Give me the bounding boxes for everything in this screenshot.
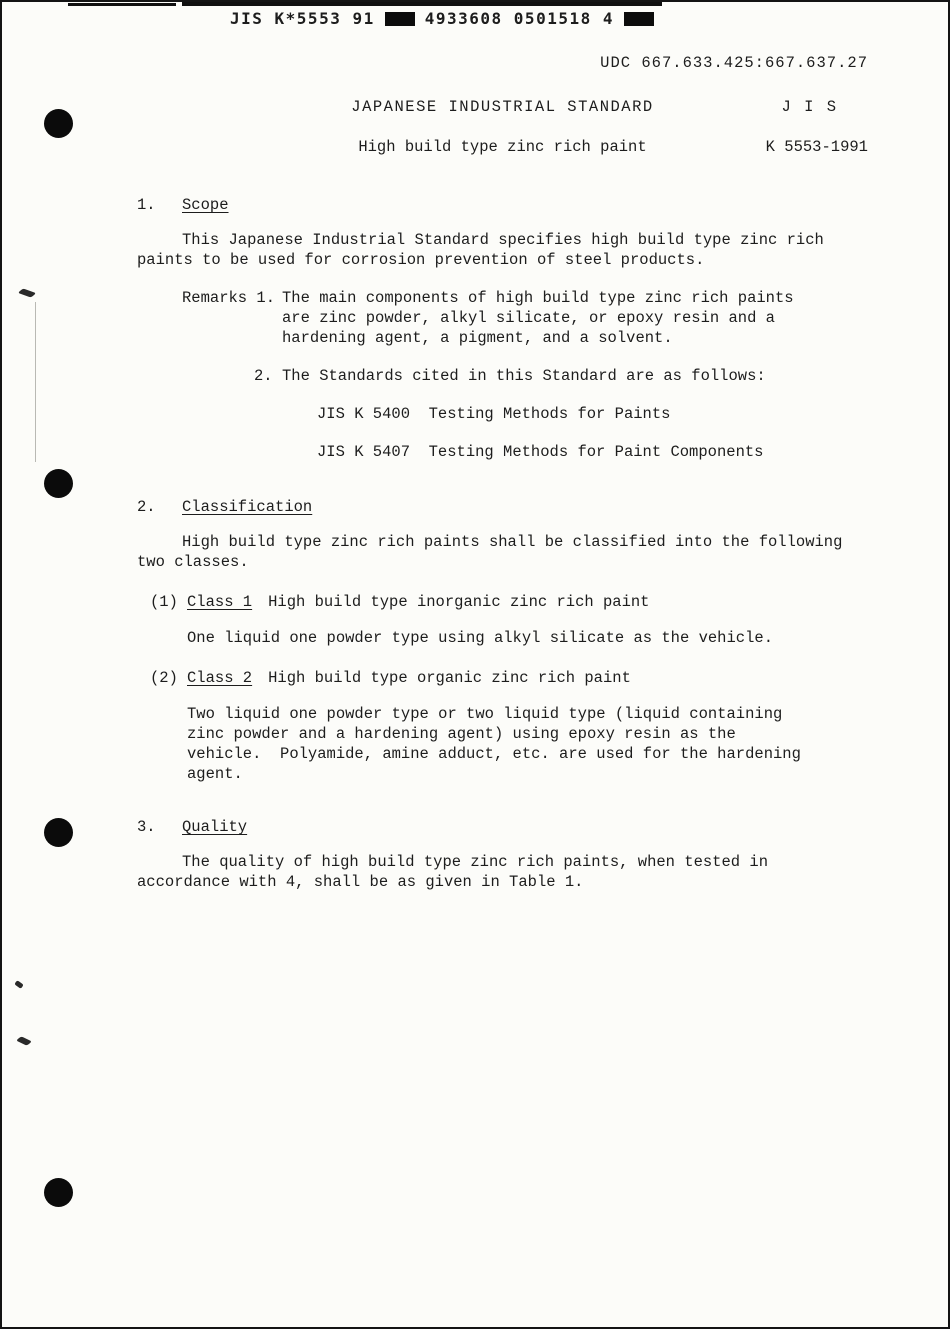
document-content <box>2 2 948 892</box>
barcode-block-icon <box>385 12 415 26</box>
punch-hole <box>44 109 73 138</box>
scan-edge-bar <box>182 2 662 6</box>
cited-standard-2: JIS K 5407 Testing Methods for Paint Components <box>317 443 764 461</box>
section-1-heading <box>137 196 868 214</box>
quality-paragraph: The quality of high build type zinc rich paints, when tested in accordance with 4, shall be as given in Table 1. <box>137 853 778 891</box>
section-3-heading <box>137 818 868 836</box>
class-2-title: High build type organic zinc rich paint <box>268 669 631 687</box>
jis-label: J I S <box>781 98 838 116</box>
punch-hole <box>44 818 73 847</box>
class-2-description: Two liquid one powder type or two liquid type (liquid containing zinc powder and a hardening agent) using epoxy resin as the vehicle. Polyamide, amine adduct, etc. are used for the hardening agent. <box>187 705 811 783</box>
punch-hole <box>44 1178 73 1207</box>
section-3-title: Quality <box>182 818 248 836</box>
barcode-block-icon <box>624 12 654 26</box>
pen-mark <box>14 980 23 989</box>
scan-edge-bar-left <box>68 3 176 6</box>
microfiche-code-part2: 4933608 0501518 4 <box>424 9 614 28</box>
section-2-heading <box>137 498 868 516</box>
pen-mark <box>16 1036 32 1045</box>
section-1-number: 1. <box>137 196 156 214</box>
microfiche-code-part1: JIS K*5553 91 <box>230 9 375 28</box>
punch-hole <box>44 469 73 498</box>
classification-paragraph: High build type zinc rich paints shall be classified into the following two classes. <box>137 533 852 571</box>
section-2-title: Classification <box>182 498 313 516</box>
class-1-label: Class 1 <box>187 593 253 611</box>
udc-number: UDC 667.633.425:667.637.27 <box>600 54 868 72</box>
remark-2-text: The Standards cited in this Standard are as follows: <box>282 367 766 385</box>
document-title: JAPANESE INDUSTRIAL STANDARD <box>351 98 654 116</box>
remark-2-number: 2. <box>254 367 273 385</box>
scope-paragraph: This Japanese Industrial Standard specifies high build type zinc rich paints to be used for corrosion prevention of steel products. <box>137 231 834 269</box>
class-1-title: High build type inorganic zinc rich paint <box>268 593 650 611</box>
remarks-block <box>137 288 868 348</box>
section-3-number: 3. <box>137 818 156 836</box>
title-row <box>137 98 868 118</box>
class-1-number: (1) <box>150 593 178 611</box>
section-1-title: Scope <box>182 196 229 214</box>
scan-artifact-line <box>35 302 36 462</box>
document-subtitle: High build type zinc rich paint <box>358 138 647 156</box>
section-2-number: 2. <box>137 498 156 516</box>
class-2-label: Class 2 <box>187 669 253 687</box>
remark-2-block <box>137 366 868 386</box>
class-2-row <box>137 668 868 688</box>
remark-1-text: The main components of high build type zinc rich paints are zinc powder, alkyl silicate, or epoxy resin and a hardening agent, a pigment, and a solvent. <box>282 289 803 347</box>
subtitle-row <box>137 138 868 158</box>
class-1-description: One liquid one powder type using alkyl silicate as the vehicle. <box>187 629 773 647</box>
standard-code: K 5553-1991 <box>765 138 868 156</box>
class-2-number: (2) <box>150 669 178 687</box>
remarks-label: Remarks 1. <box>182 289 276 307</box>
class-1-row <box>137 592 868 612</box>
microfiche-code <box>230 9 654 28</box>
cited-standard-1: JIS K 5400 Testing Methods for Paints <box>317 405 671 423</box>
